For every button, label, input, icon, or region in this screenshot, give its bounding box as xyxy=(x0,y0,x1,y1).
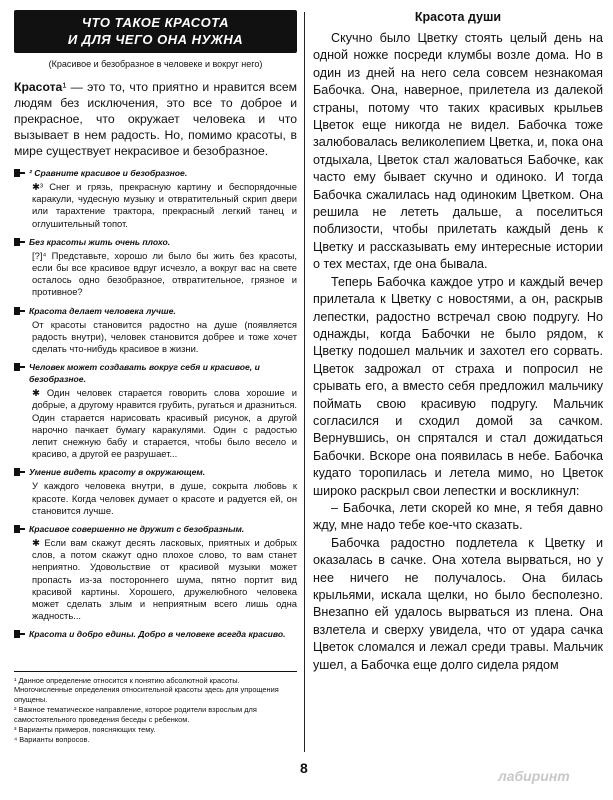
bullet-marker-icon xyxy=(14,630,25,638)
point-heading: Красивое совершенно не дружит с безобразным. xyxy=(29,524,245,535)
point-heading: Умение видеть красоту в окружающем. xyxy=(29,467,206,478)
story-paragraph: Скучно было Цветку стоять целый день на одной ножке посреди клумбы возле дома. Но в один из дней на него села совсем незнакомая Бабочка. Она, наверное, прилетела из далекой страны, потому что таких красивых крыльев Цветок еще никогда не видел. Бабочка тоже залюбовалась великолепием Цветка, и, пока она отдыхала, Цветок стал жаловаться Бабочке, как часто ему бывает скучно и одиноко. И тогда Бабочка сжалилась над одиноким Цветком. Она решила не лететь дальше, а поселиться поблизости, чтобы прилетать каждый день к Цветку и рассказывать ему интересные истории о тех местах, где она бывала. xyxy=(313,31,603,272)
story-paragraph: – Бабочка, лети скорей ко мне, я тебя давно жду, мне надо тебе кое-что сказать. xyxy=(313,500,603,533)
story-title: Красота души xyxy=(414,10,502,24)
intro-paragraph xyxy=(14,79,297,159)
story-paragraph: Бабочка радостно подлетела к Цветку и оказалась в сачке. Она хотела вырваться, но у нее ничего не получалось. Она билась крыльями, искала щелки, но было бесполезно. Внезапно ей удалось вырваться из плена. Она взлетела и сверху увидела, что от удара сачка Цветок сломался и лежал среди травы. Мальчик ушел, а Бабочка еще долго сидела рядом xyxy=(313,535,603,672)
point-heading: Красота и добро едины. Добро в человеке всегда красиво. xyxy=(29,629,286,640)
point-1 xyxy=(14,167,297,230)
point-heading: Без красоты жить очень плохо. xyxy=(29,236,171,247)
footnote: ⁴ Варианты вопросов. xyxy=(14,735,90,745)
point-text: От красоты становится радостно на душе (появляется радость внутри), человек становится добрее и тоже хочет сделать что-нибудь красивое в жизни. xyxy=(32,318,297,355)
left-column xyxy=(14,10,297,646)
bullet-marker-icon xyxy=(14,363,25,371)
bullet-marker-icon xyxy=(14,525,25,533)
bullet-marker-icon xyxy=(14,238,25,246)
point-4 xyxy=(14,361,297,460)
point-heading: Красота делает человека лучше. xyxy=(29,305,176,316)
watermark: лабиринт xyxy=(498,768,570,784)
title-line-1: ЧТО ТАКОЕ КРАСОТА xyxy=(81,15,230,30)
bullet-marker-icon xyxy=(14,307,25,315)
intro-text: ¹ — это то, что приятно и нравится всем людям без исключения, это все то доброе и прекрасное, что окружает человека и что вызывает в нем радость. Но, помимо красоты, в мире существует некрасивое и безобразное. xyxy=(14,80,297,158)
intro-term: Красота xyxy=(14,80,63,94)
point-heading: ² Сравните красивое и безобразное. xyxy=(29,168,188,178)
point-7 xyxy=(14,628,297,640)
point-2 xyxy=(14,236,297,299)
point-text: ✱³ Снег и грязь, прекрасную картину и беспорядочные каракули, чудесную музыку и отвратительный скрип двери или тарахтение трактора, прекрасный легкий танец и оглушительный топот. xyxy=(32,181,297,229)
story-paragraph: Теперь Бабочка каждое утро и каждый вечер прилетала к Цветку с новостями, а он, раскрыв лепестки, радостно встречал свою подругу. Но однажды, когда Бабочки не было рядом, к Цветку подошел мальчик и захотел его сорвать. Цветок задрожал от страха и попросил не срывать его, а вместо себя предложил мальчику поймать свою красивую подругу. Мальчик согласился и сходил домой за сачком. Вернувшись, он спрятался и стал дожидаться Бабочки. Вскоре она появилась в небе. Бабочка кудато торопилась и летела мимо, но Цветок широко раскрыл свои лепестки и воскликнул: xyxy=(313,274,603,498)
footnote: ¹ Данное определение относится к понятию абсолютной красоты. Многочисленные определения относительной красоты здесь для упрощения опущены. xyxy=(14,676,279,704)
right-column xyxy=(313,10,603,674)
bullet-marker-icon xyxy=(14,468,25,476)
page-number: 8 xyxy=(300,760,308,776)
title-line-2: И ДЛЯ ЧЕГО ОНА НУЖНА xyxy=(67,32,244,47)
point-heading: Человек может создавать вокруг себя и красивое, и безобразное. xyxy=(29,362,260,385)
footnote: ² Важное тематическое направление, которое родители взрослым для самостоятельного проведения беседы с ребенком. xyxy=(14,705,257,724)
point-5 xyxy=(14,466,297,517)
point-text: ✱ Если вам скажут десять ласковых, приятных и добрых слов, а потом скажут одно плохое слово, то вам станет неприятно. Удовольствие от красивой музыки может пропасть из-за постороннего шума, пятно портит вид красивой картины. Хорошего, дружелюбного человека может сделать злым и неприятным всего лишь одна жадность... xyxy=(32,537,297,622)
footnote: ³ Варианты примеров, поясняющих тему. xyxy=(14,725,156,735)
point-text: У каждого человека внутри, в душе, сокрыта любовь к красоте. Когда человек думает о красоте и радуется ей, он становится лучше. xyxy=(32,480,297,516)
point-6 xyxy=(14,523,297,622)
point-3 xyxy=(14,305,297,356)
bullet-marker-icon xyxy=(14,169,25,177)
point-text: ✱ Один человек старается говорить слова хорошие и добрые, а другому нравится грубить, ругаться и дразниться. Один старается нарисовать красивый рисунок, а другой нарочно пачкает бумагу каракулями. Один с радостью лепит снежную бабу и старается, чтобы было весело и красиво, а другой ее разрушает... xyxy=(32,387,297,460)
footnotes xyxy=(14,671,297,746)
section-title xyxy=(14,10,297,53)
section-subtitle: (Красивое и безобразное в человеке и вокруг него) xyxy=(48,59,263,69)
column-divider xyxy=(304,12,305,752)
story-text xyxy=(313,30,603,674)
point-text: [?]⁴ Представьте, хорошо ли было бы жить без красоты, если бы все красивое вдруг исчезло, а вокруг вас на свете осталось одно безобразное, отвратительное, грязное и противное? xyxy=(32,249,297,298)
